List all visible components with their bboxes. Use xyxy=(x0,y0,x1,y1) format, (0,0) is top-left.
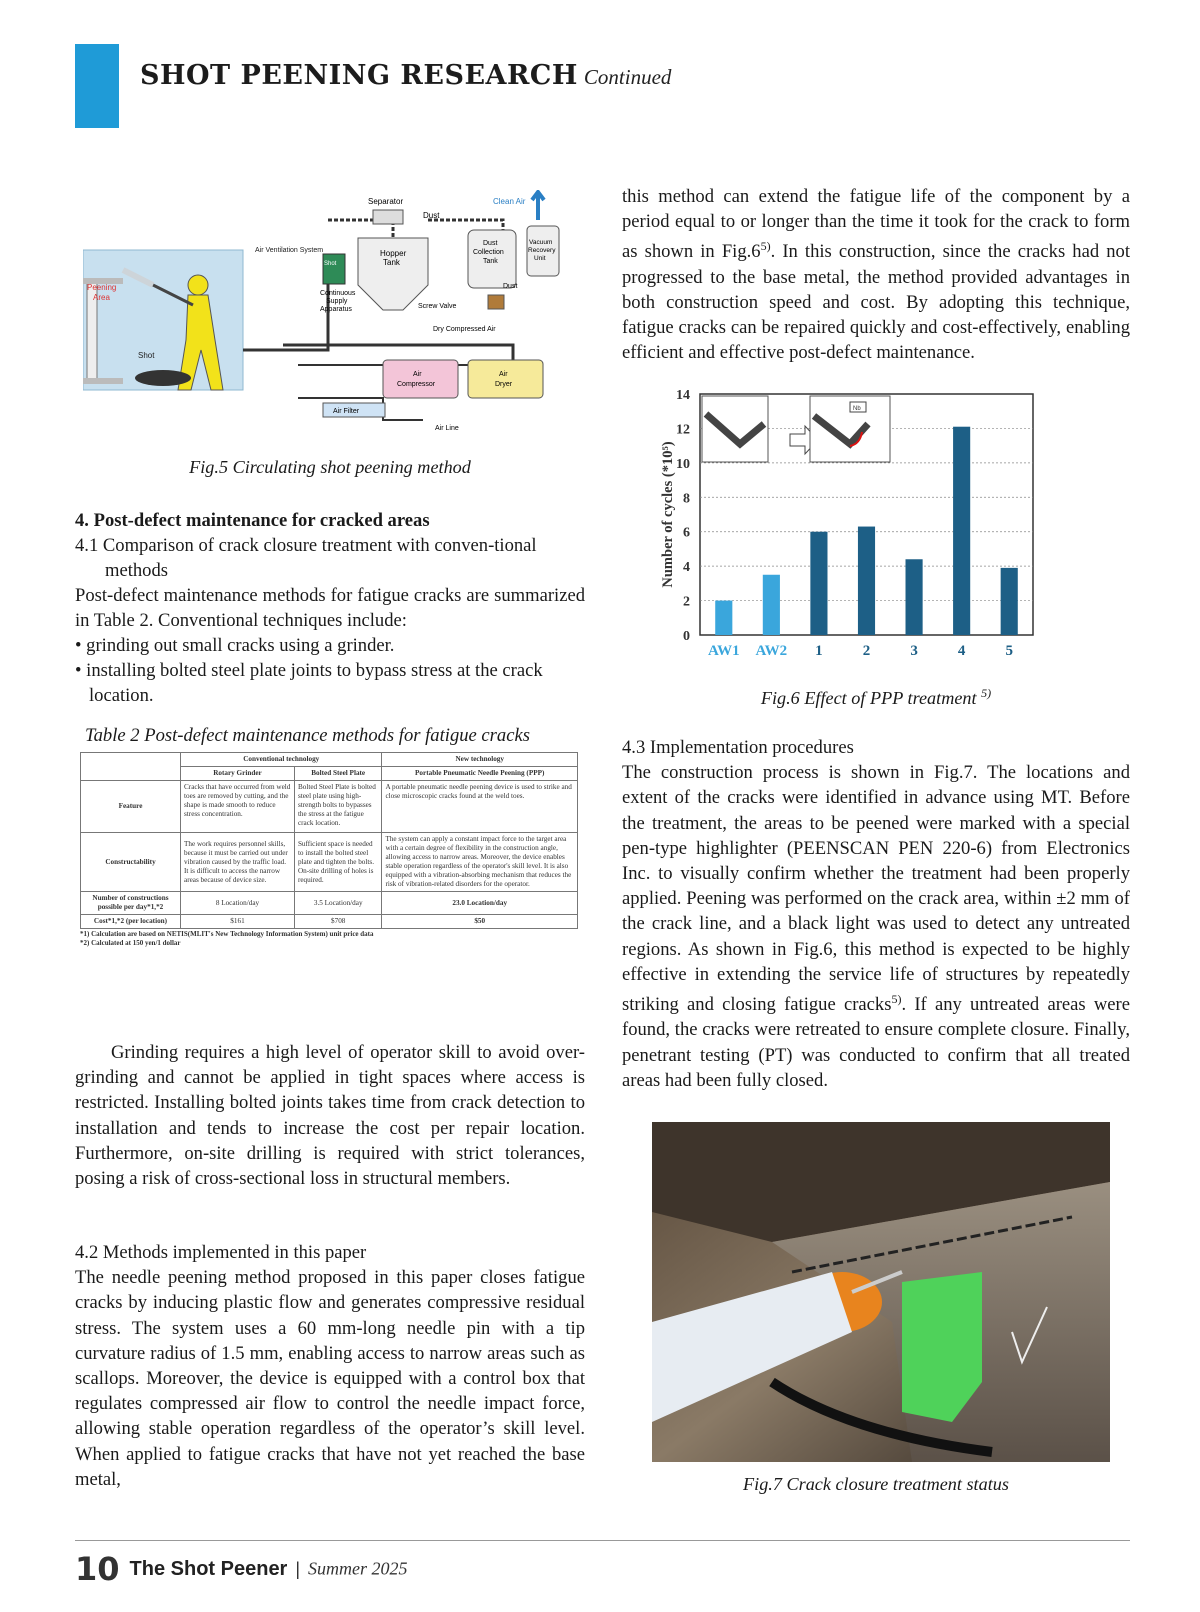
fig5-vacuum-1: Vacuum xyxy=(529,239,553,246)
table-row: Number of constructions possible per day*1,*2 8 Location/day 3.5 Location/day 23.0 Location/day xyxy=(81,892,578,915)
fig5-diagram xyxy=(83,190,585,446)
fig5-peening-area-label-1: Peening xyxy=(87,283,117,292)
subsection-4-3-heading: 4.3 Implementation procedures xyxy=(622,737,854,758)
y-tick-label: 2 xyxy=(683,594,690,610)
table-row: Cost*1,*2 (per location) $161 $708 $50 xyxy=(81,915,578,929)
fig5-dust2-label: Dust xyxy=(503,283,518,290)
fig5-vacuum-3: Unit xyxy=(534,255,546,262)
x-tick-label: 3 xyxy=(910,643,918,659)
methods-paragraph: The needle peening method proposed in this paper closes fatigue cracks by inducing plastic flow and generates compressive residual stress. The system uses a 60 mm-long needle pin with a tip curvature radius of 1.5 mm, enabling access to narrow areas such as scallops. Moreover, the device is equipped with a control box that regulates compressed air flow to control the needle impact force, allowing stable operation regardless of the operator’s skill level. When applied to fatigue cracks that have not yet reached the base metal, xyxy=(75,1267,585,1490)
fig5-dust-collection-3: Tank xyxy=(483,258,498,265)
table-group-conventional: Conventional technology xyxy=(181,753,382,767)
fig5-caption: Fig.5 Circulating shot peening method xyxy=(189,457,471,477)
fig6-bar-chart xyxy=(658,380,1086,682)
bar-2 xyxy=(858,527,875,635)
subsection-4-2 xyxy=(75,1240,585,1492)
footer-separator: | xyxy=(295,1558,301,1579)
fig5-separator-label: Separator xyxy=(368,197,404,206)
list-item: • grinding out small cracks using a grinder. xyxy=(75,635,395,657)
fig5-compressor-1: Air xyxy=(413,371,422,378)
fig5-screw-valve-label: Screw Valve xyxy=(418,303,457,310)
table2-caption: Table 2 Post-defect maintenance methods for fatigue cracks xyxy=(85,725,530,746)
fig5-hopper-label-2: Tank xyxy=(383,258,400,267)
fig5-clean-air-label: Clean Air xyxy=(493,197,526,206)
fig5-vacuum-2: Recovery xyxy=(528,247,556,254)
procedures-paragraph: The construction process is shown in Fig.7. The locations and extent of the cracks were identified in advance using MT. Before the treatment, the areas to be peened were marked with a special pen-type highlighter (PEENSCAN PEN 220-6) from Electronics Inc. to visually confirm whether the treatment had been properly applied. Peening was performed on the crack area, within ±2 mm of the crack line, and a black light was used to detect any untreated regions. As shown in Fig.6, this method is expected to be highly effective in extending the service life of structures by repeatedly striking and closing fatigue cracks$^{5)}$. If any untreated areas were found, the cracks were retreated to ensure complete closure. Finally, penetrant testing (PT) was conducted to confirm that all treated areas had been fully closed. xyxy=(622,762,1130,1091)
section-header xyxy=(140,60,671,91)
table2 xyxy=(80,752,578,947)
page-number: 10 xyxy=(75,1550,120,1588)
subsection-4-3 xyxy=(622,735,1130,1093)
section-4 xyxy=(75,508,585,708)
y-tick-label: 0 xyxy=(683,629,690,644)
x-tick-label: 4 xyxy=(957,643,966,659)
bar-4 xyxy=(953,427,970,635)
section-4-intro: Post-defect maintenance methods for fatigue cracks are summarized in Table 2. Conventional techniques include: xyxy=(75,585,585,632)
fig7-caption: Fig.7 Crack closure treatment status xyxy=(743,1474,1009,1494)
list-item: • installing bolted steel plate joints to bypass stress at the crack location. xyxy=(75,660,543,707)
fig5-dust-label: Dust xyxy=(423,211,440,220)
fig5-shot-bag-label: Shot xyxy=(324,261,337,267)
subsection-4-2-heading: 4.2 Methods implemented in this paper xyxy=(75,1242,367,1263)
table2-note-1: *1) Calculation are based on NETIS(MLIT's New Technology Information System) unit price data xyxy=(80,930,374,938)
table-col-rotary-grinder: Rotary Grinder xyxy=(181,767,295,781)
issue-label: Summer 2025 xyxy=(308,1558,408,1579)
fig5-dryer-2: Dryer xyxy=(495,381,513,388)
bar-aw1 xyxy=(715,601,732,635)
y-tick-label: 12 xyxy=(676,422,690,438)
y-tick-label: 8 xyxy=(683,491,690,507)
table-row: Constructability The work requires personnel skills, because it must be carried out under vibration caused by the traffic load. It is difficult to access the narrow areas because of device size. Sufficient space is needed to install the bolted steel plate and tighten the bolts. On-site drilling of holes is required. The system can apply a constant impact force to the target area with a certain degree of flexibility in the construction angle, allowing access to narrow areas. Moreover, the device enables stable operation regardless of the operator's skill level. It is also equipped with a vibration-absorbing mechanism that reduces the risk of vibration-related disorders for the operator. xyxy=(81,833,578,892)
fig5-continuous-2: Supply xyxy=(326,298,348,305)
x-tick-label: AW1 xyxy=(707,643,740,659)
y-tick-label: 4 xyxy=(683,560,690,576)
table-row: Feature Cracks that have occurred from weld toes are removed by cutting, and the shape is made smooth to reduce stress concentration. Bolted Steel Plate is bolted steel plate using high-strength bolts to bypasses the stress at the fatigue crack location. A portable pneumatic needle peening device is used to strike and close microscopic cracks found at the weld toes. xyxy=(81,781,578,833)
table2-notes xyxy=(80,930,578,947)
bar-1 xyxy=(810,532,827,635)
continued-label: Continued xyxy=(583,65,672,89)
footer-divider xyxy=(75,1540,1130,1541)
table-corner xyxy=(81,753,181,781)
x-tick-label: 2 xyxy=(862,643,871,659)
x-tick-label: 5 xyxy=(1005,643,1013,659)
fig5-compressor-2: Compressor xyxy=(397,381,436,388)
page-footer xyxy=(75,1550,408,1588)
section-4-heading: 4. Post-defect maintenance for cracked areas xyxy=(75,510,430,531)
fig5-air-vent-label: Air Ventilation System xyxy=(255,247,324,254)
table-col-ppp: Portable Pneumatic Needle Peening (PPP) xyxy=(382,767,578,781)
fig5-filter-label: Air Filter xyxy=(333,408,360,415)
section-title: SHOT PEENING RESEARCH xyxy=(140,60,578,91)
x-tick-label: 1 xyxy=(815,643,823,659)
fig7-photo xyxy=(652,1122,1110,1462)
magazine-name: The Shot Peener xyxy=(129,1557,288,1580)
y-axis-label: Number of cycles (*10⁵) xyxy=(660,441,676,588)
inset-label: Nb xyxy=(853,406,861,412)
fig5-dust-collection-2: Collection xyxy=(473,249,504,256)
fig5-dry-air-label: Dry Compressed Air xyxy=(433,326,496,333)
subsection-4-1-heading: 4.1 Comparison of crack closure treatment with conven-tional methods xyxy=(75,535,537,581)
y-tick-label: 6 xyxy=(683,525,690,541)
fig5-dust-collection-1: Dust xyxy=(483,240,498,247)
continued-paragraph: this method can extend the fatigue life of the component by a period equal to or longer than the time it took for the crack to form as shown in Fig.6$^{5)}$. In this construction, since the cracks had not progressed to the base metal, the method provided advantages in both construction speed and cost. By adopting this technique, fatigue cracks can be repaired quickly and cost-effectively, enabling efficient and effective post-defect maintenance. xyxy=(622,186,1130,364)
table-group-new: New technology xyxy=(382,753,578,767)
y-tick-label: 14 xyxy=(676,388,690,403)
grinding-paragraph: Grinding requires a high level of operator skill to avoid over-grinding and cannot be applied in tight spaces where access is restricted. Installing bolted joints takes time from crack detection to installation and tends to increase the cost per repair location. Furthermore, on-site drilling is required with strict tolerances, posing a risk of cross-sectional loss in structural members. xyxy=(75,1042,585,1190)
table2-note-2: *2) Calculated at 150 yen/1 dollar xyxy=(80,938,181,947)
x-tick-label: AW2 xyxy=(755,643,788,659)
fig5-shot-label: Shot xyxy=(138,351,155,360)
fig6-caption: Fig.6 Effect of PPP treatment $^{5)}$ xyxy=(760,686,992,709)
bar-aw2 xyxy=(763,575,780,635)
y-tick-label: 10 xyxy=(676,456,690,472)
bar-5 xyxy=(1001,568,1018,635)
conventional-techniques-list xyxy=(75,633,585,708)
fig5-dryer-1: Air xyxy=(499,371,508,378)
fig5-hopper-label-1: Hopper xyxy=(380,249,407,258)
fig5-peening-area-label-2: Area xyxy=(93,293,110,302)
fig5-air-line-label: Air Line xyxy=(435,425,459,432)
header-accent-bar xyxy=(75,44,119,128)
table-col-bolted-plate: Bolted Steel Plate xyxy=(294,767,382,781)
fig5-continuous-1: Continuous xyxy=(320,290,356,297)
bar-3 xyxy=(906,559,923,635)
fig5-continuous-3: Apparatus xyxy=(320,306,352,313)
